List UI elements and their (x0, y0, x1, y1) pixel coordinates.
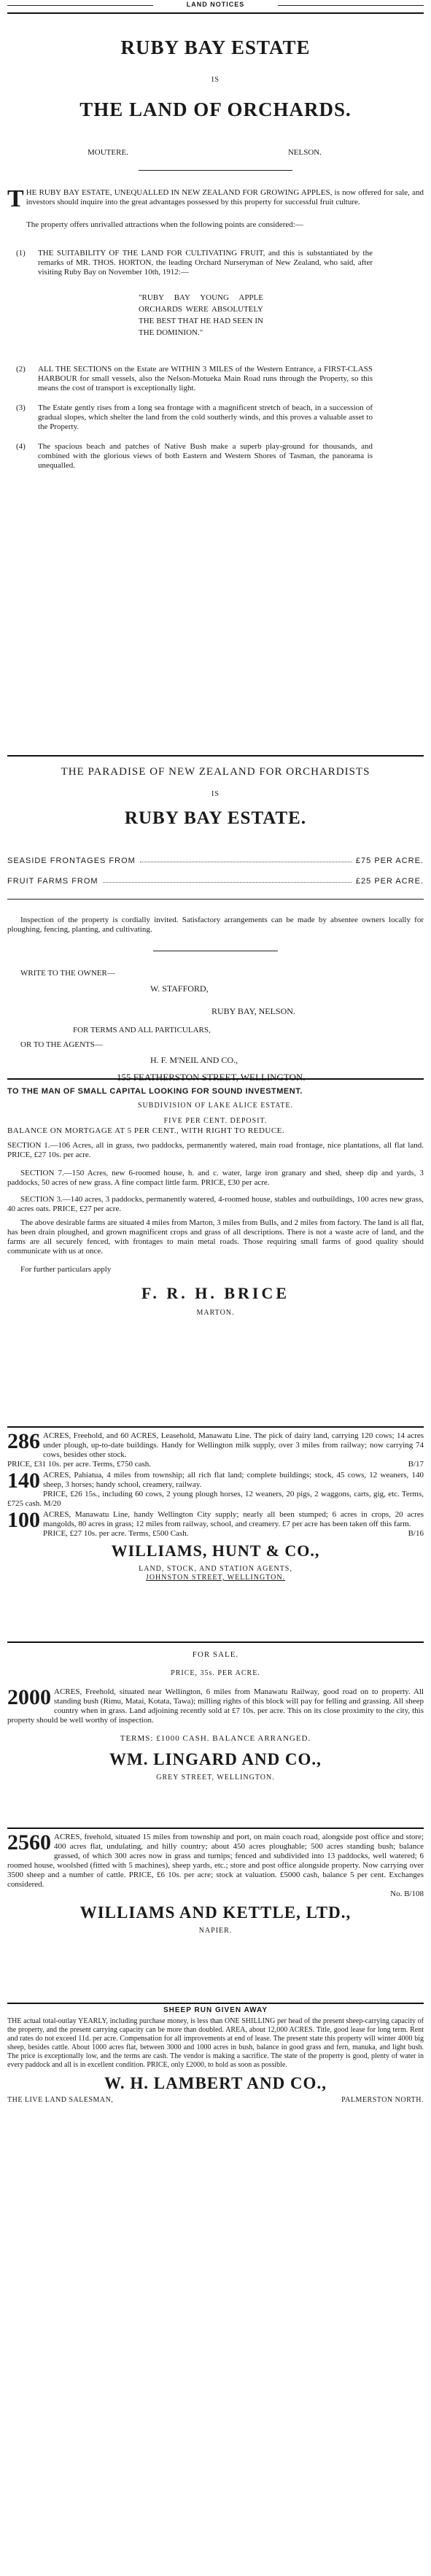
price-fruit-farms: FRUIT FARMS FROM £25 PER ACRE. (7, 877, 424, 886)
lambert-right: PALMERSTON NORTH. (341, 2096, 424, 2104)
inspection-text: Inspection of the property is cordially invited. Satisfactory arrangements can be made by absentee owners locally for ploughing, fencing, planting, and cultivating. (7, 916, 424, 934)
williams-hunt-line1: LAND, STOCK, AND STATION AGENTS, (139, 1565, 292, 1573)
williams-hunt-name: WILLIAMS, HUNT & CO., (111, 1542, 320, 1560)
lambert-title: SHEEP RUN GIVEN AWAY (163, 2006, 268, 2014)
brice-name: F. R. H. BRICE (141, 1284, 290, 1302)
agent-address: 155 FEATHERSTON STREET, WELLINGTON. (117, 1072, 306, 1083)
owner-name: W. STAFFORD, (150, 983, 209, 994)
further-particulars: For further particulars apply (20, 1265, 112, 1274)
owner-address: RUBY BAY, NELSON. (211, 1006, 295, 1016)
land-notices-page (7, 0, 424, 2576)
point-1: (1) THE SUITABILITY OF THE LAND FOR CULTIVATING FRUIT, and this is substantiated by the remarks of MR. THOS. HORTON, the leading Orchard Nurseryman of New Zealand, who said, after visiting Ruby Bay on November 10th, 1912:— (16, 249, 373, 276)
kettle-addr: NAPIER. (198, 1927, 233, 1935)
agent-name: H. F. M'NEIL AND CO., (150, 1055, 238, 1065)
ruby-bay-ad (7, 36, 424, 479)
brice-address: MARTON. (196, 1309, 235, 1317)
agents-line: OR TO THE AGENTS— (20, 1040, 103, 1049)
horton-quote: "RUBY BAY YOUNG APPLE ORCHARDS WERE ABSOLUTELY THE BEST THAT HE HAD SEEN IN THE DOMINION." (139, 293, 263, 337)
price-seaside: SEASIDE FRONTAGES FROM £75 PER ACRE. (7, 856, 424, 865)
lingard-text: 2000 ACRES, Freehold, situated near Wellington, 6 miles from Manawatu Railway, good road on to property. All standing bush (Rimu, Matai, Kotata, Tawa); milling rights of this block will pay for felling and grassing. All sheep country when in grass. Land adjoining recently sold at £7 10s. per acre. This on its close proximity to the city, this property should be well worthy of inspection. (7, 1687, 424, 1725)
kettle-name: WILLIAMS AND KETTLE, LTD., (79, 1903, 352, 1922)
lingard-forsale: FOR SALE. (192, 1650, 239, 1659)
lake-alice-sub: SUBDIVISION OF LAKE ALICE ESTATE. (137, 1102, 294, 1110)
lake-alice-ad (7, 1087, 424, 1317)
lambert-text: THE actual total-outlay YEARLY, including purchase money, is less than ONE SHILLING per head of the present sheep-carrying capacity of the property, and the present carrying capacity can be more than doubled. AREA, about 12,000 ACRES. Title, good lease for long term. Rent and rates do not exceed 11d. per acre. Compensation for all improvements at end of lease. The present state this property will winter 4000 big sheep, besides cattle. About 1000 acres flat, between 3000 and 1000 acres in bush, balance in good grass and fern, manuka, and light bush. The price is exceptionally low, and the terms are cash. The vendor is making a sacrifice. The state of the property is good, plenty of water in every paddock and all is in excellent condition. PRICE, only £2000, to hold as soon as possible. (7, 2017, 424, 2069)
ruby-bay-lead: The property offers unrivalled attractions when the following points are considered:— (26, 220, 303, 229)
lingard-ad (7, 1650, 424, 1782)
land-of-orchards-title: THE LAND OF ORCHARDS. (79, 98, 352, 120)
section-3-text: SECTION 3.—140 acres, 3 paddocks, permanently watered, 4-roomed house, stables and outbuildings, 100 acres new grass, 40 acres oats. PRICE, £27 per acre. (7, 1195, 424, 1213)
paradise-ruby-bay: RUBY BAY ESTATE. (124, 808, 307, 828)
section-header (7, 0, 424, 12)
drop-cap-t: T (7, 185, 24, 212)
place-nelson: NELSON. (287, 148, 322, 157)
lake-alice-deposit: FIVE PER CENT. DEPOSIT. (163, 1117, 268, 1125)
section-7-text: SECTION 7.—150 Acres, new 6-roomed house, h. and c. water, large iron granary and shed, sheep dip and yards, 3 paddocks, 50 acres of new grass. A fine compact little farm. PRICE, £30 per acre. (7, 1169, 424, 1187)
section-1-text: SECTION 1.—106 Acres, all in grass, two paddocks, permanently watered, main road frontage, nice plantations, all flat land. PRICE, £27 10s. per acre. (7, 1141, 424, 1159)
write-owner: WRITE TO THE OWNER— (20, 969, 115, 978)
point-4: (4) The spacious beach and patches of Native Bush make a superb play-ground for thousands, and combined with the glorious views of both Eastern and Western Shores of Tasman, the panorama is unequalled. (16, 442, 373, 470)
ruby-bay-is: IS (211, 76, 220, 84)
paradise-ad (7, 766, 424, 1083)
point-2: (2) ALL THE SECTIONS on the Estate are WITHIN 3 MILES of the Western Entrance, a FIRST-CLASS HARBOUR for small vessels, also the Nelson-Motueka Main Road runs through the Property, so this means the cost of transport is exceptionally light. (16, 365, 373, 392)
williams-hunt-ad (7, 1431, 424, 1582)
kettle-text: 2560 ACRES, freehold, situated 15 miles from township and port, on main coach road, alongside post office and store; 400 acres flat, undulating, and hilly country; about 450 acres ploughable; 500 acres standing bush; balance grassed, of which 300 acres now in grass and turnips; fenced and subdivided into 13 paddocks, well watered; 6 roomed house, woolshed (fitted with 5 machines), sheep yards, etc.; store and post office alongside property. Now carrying over 3500 sheep and a number of cattle. PRICE, £6 10s. per acre; stock at valuation. £5000 cash, balance 5 per cent. Exchanges considered. No. B/108 (7, 1833, 424, 1898)
section-header-title: LAND NOTICES (186, 1, 245, 8)
terms-line: FOR TERMS AND ALL PARTICULARS, (73, 1026, 211, 1034)
place-moutere: MOUTERE. (88, 148, 128, 157)
lambert-ad (7, 2006, 424, 2104)
williams-hunt-line2: JOHNSTON STREET, WELLINGTON. (145, 1574, 286, 1582)
lingard-addr: GREY STREET, WELLINGTON. (156, 1774, 275, 1782)
lambert-name: W. H. LAMBERT AND CO., (104, 2074, 327, 2092)
lake-alice-desc: The above desirable farms are situated 4 miles from Marton, 3 miles from Bulls, and 2 miles from factory. The land is all flat, has been drain ploughed, and grown magnificent crops and grass of all descriptions. There is not a waste acre of land, and the farms are all securely fenced, with frontages to main metal roads. Those requiring small farms of good quality should communicate with us at once. (7, 1218, 424, 1256)
ad-100: 100 ACRES, Manawatu Line, handy Wellington City supply; nearly all been stumped; 6 acres in crops, 20 acres mangolds, 80 acres in grass; 12 miles from railway, school, and creamery. £7 per acre has been taken off this farm. PRICE, £27 10s. per acre. Terms, £500 Cash. B/16 (7, 1510, 424, 1538)
lake-alice-title: TO THE MAN OF SMALL CAPITAL LOOKING FOR SOUND INVESTMENT. (7, 1087, 303, 1096)
lambert-left: THE LIVE LAND SALESMAN, (7, 2096, 114, 2104)
lingard-price: PRICE, 35s. PER ACRE. (171, 1669, 260, 1677)
kettle-ad (7, 1833, 424, 1935)
ad-140: 140 ACRES, Pahiatua, 4 miles from township; all rich flat land; complete buildings; stock, 45 cows, 12 weaners, 140 sheep, 3 horses; handy school, creamery, railway. PRICE, £26 15s., including 60 cows, 2 young plough horses, 12 weaners, 20 pigs, 2 waggons, carts, gig, etc. Terms, £725 cash. M/20 (7, 1471, 424, 1508)
lingard-name: WM. LINGARD AND CO., (109, 1750, 322, 1768)
ad-286: 286 ACRES, Freehold, and 60 ACRES, Leasehold, Manawatu Line. The pick of dairy land, carrying 120 cows; 14 acres under plough, up-to-date buildings. Handy for Wellington milk supply, over 3 miles from railway; now carrying 74 cows, besides other stock. PRICE, £31 10s. per acre. Terms, £750 cash. B/17 (7, 1431, 424, 1469)
paradise-is: IS (211, 790, 220, 798)
lingard-terms: TERMS: £1000 CASH. BALANCE ARRANGED. (120, 1734, 311, 1743)
point-3: (3) The Estate gently rises from a long sea frontage with a magnificent stretch of beach, in a succession of gradual slopes, which shelter the land from the cold southerly winds, and this proves a valuable asset to the Property. (16, 403, 373, 431)
ruby-bay-title: RUBY BAY ESTATE (120, 36, 311, 58)
paradise-title: THE PARADISE OF NEW ZEALAND FOR ORCHARDISTS (61, 766, 370, 778)
lake-alice-balance: BALANCE ON MORTGAGE AT 5 PER CENT., WITH RIGHT TO REDUCE. (7, 1126, 285, 1135)
ruby-bay-intro: THE RUBY BAY ESTATE, UNEQUALLED IN NEW ZEALAND FOR GROWING APPLES, is now offered for sale, and investors should inquire into the great advantages possessed by this property for successful fruit culture. (7, 185, 424, 212)
